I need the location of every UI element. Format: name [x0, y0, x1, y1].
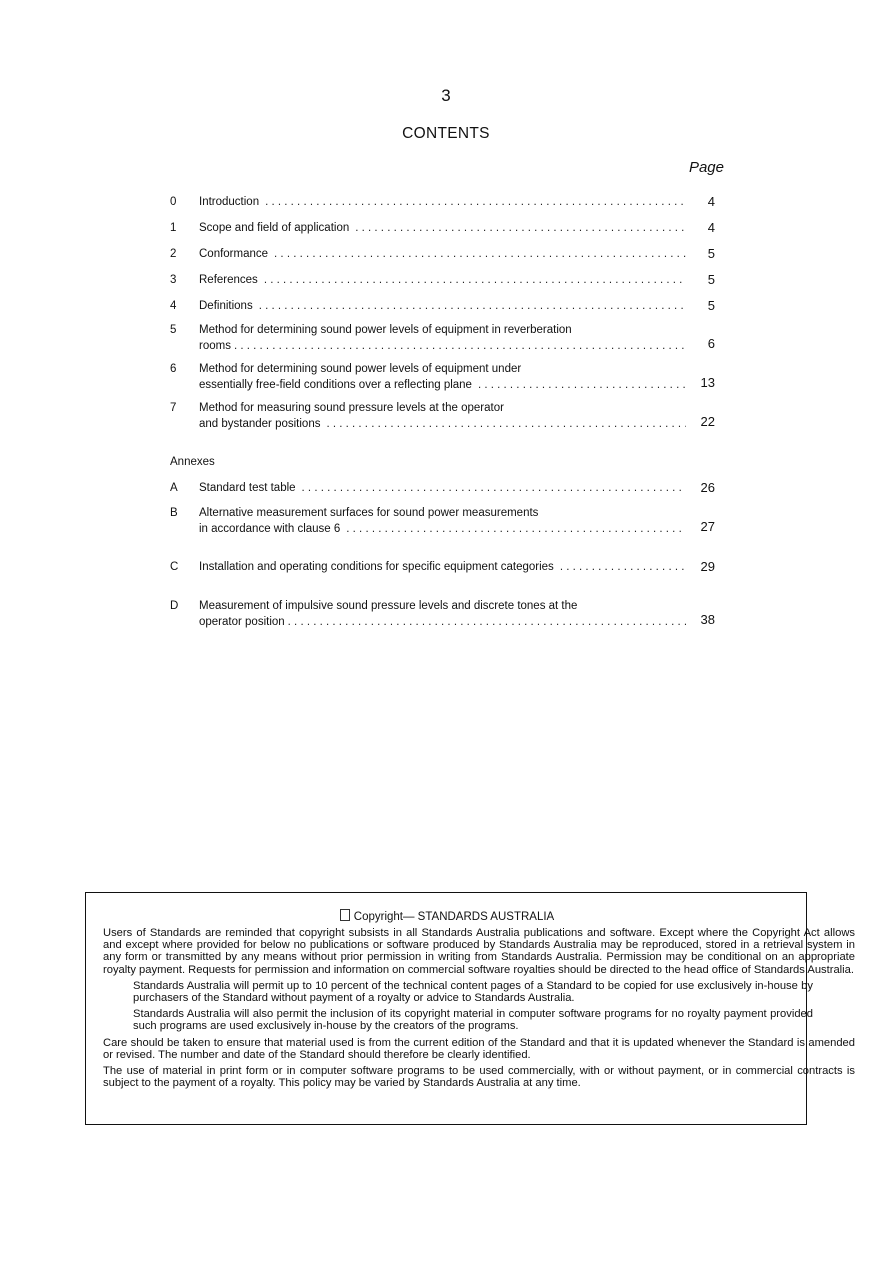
toc-entry-page: 5	[707, 272, 715, 287]
annex-entry-title-line: Alternative measurement surfaces for sound power measurements	[199, 507, 539, 519]
toc-entry-number: 5	[170, 324, 177, 336]
annexes-heading: Annexes	[170, 456, 215, 468]
toc-entry-title: Conformance	[199, 248, 269, 260]
annex-entry-page: 38	[700, 612, 715, 627]
toc-entry-title: Introduction	[199, 196, 260, 208]
toc-entry-title-line: and bystander positions	[199, 418, 321, 430]
toc-entry-title: References	[199, 274, 258, 286]
annex-entry-letter: B	[170, 507, 178, 519]
dot-leader	[355, 221, 686, 235]
copyright-notice-box	[85, 892, 855, 1125]
copyright-paragraph: Care should be taken to ensure that material used is from the current edition of the Standard and that it is updated whenever the Standard is amended or revised. The number and date of the Standard should therefore be clearly identified.	[103, 1036, 855, 1061]
annex-entry-title-line: in accordance with clause 6	[199, 523, 341, 535]
annex-entry[interactable]	[170, 560, 715, 576]
copyright-paragraph: Standards Australia will also permit the inclusion of its copyright material in computer software programs for no royalty payment provided such programs are used exclusively in-house by the creators of the programs.	[133, 1008, 813, 1033]
page-column-label: Page	[688, 159, 724, 176]
annex-entry-title-line: Measurement of impulsive sound pressure levels and discrete tones at the	[199, 600, 578, 612]
dot-leader	[259, 299, 686, 313]
copyright-paragraph: The use of material in print form or in computer software programs to be used commercially, with or without payment, or in commercial contracts is subject to the payment of a royalty. This policy may be varied by Standards Australia at any time.	[103, 1065, 855, 1090]
toc-entry-title: Scope and field of application	[199, 222, 350, 234]
dot-leader	[265, 195, 686, 209]
toc-entry-number: 4	[170, 300, 177, 312]
dot-leader	[326, 417, 686, 431]
dot-leader	[560, 560, 686, 574]
toc-entry-title-line: Method for determining sound power levels of equipment in reverberation	[199, 324, 572, 336]
dot-leader	[288, 615, 686, 629]
dot-leader	[234, 339, 686, 353]
annex-entry-page: 27	[700, 519, 715, 534]
toc-entry-number: 7	[170, 402, 177, 414]
toc-entry[interactable]	[170, 323, 715, 353]
annex-entry-title-line: operator position	[199, 616, 285, 628]
annex-entry[interactable]	[170, 506, 715, 536]
annex-entry-letter: D	[170, 600, 179, 612]
toc-entry-page: 4	[707, 220, 715, 235]
dot-leader	[346, 522, 686, 536]
annex-entry[interactable]	[170, 599, 715, 629]
copyright-text	[103, 927, 855, 1093]
toc-entry-number: 1	[170, 222, 177, 234]
toc-entry-number: 6	[170, 363, 177, 375]
copyright-title	[86, 909, 808, 923]
toc-entry-title-line: rooms	[199, 340, 231, 352]
toc-entry-number: 3	[170, 274, 177, 286]
toc-entry-title-line: Method for determining sound power levels of equipment under	[199, 363, 522, 375]
dot-leader	[274, 247, 686, 261]
toc-entry[interactable]	[170, 221, 715, 237]
copyright-paragraph: Users of Standards are reminded that copyright subsists in all Standards Australia publications and software. Except where the Copyright Act allows and except where provided for below no publications or software produced by Standards Australia may be reproduced, stored in a retrieval system in any form or transmitted by any means without prior permission in writing from Standards Australia. Permission may be conditional on an appropriate royalty payment. Requests for permission and information on commercial software royalties should be directed to the head office of Standards Australia.	[103, 927, 855, 976]
copyright-symbol-icon	[340, 909, 350, 921]
toc-entry[interactable]	[170, 401, 715, 431]
annex-entry[interactable]	[170, 481, 715, 497]
toc-entry-number: 0	[170, 196, 177, 208]
annex-entry-page: 26	[700, 480, 715, 495]
toc-entry-page: 22	[700, 414, 715, 429]
annex-entry-title: Standard test table	[199, 482, 296, 494]
annex-entry-letter: A	[170, 482, 178, 494]
toc-entry-number: 2	[170, 248, 177, 260]
annex-entry-title: Installation and operating conditions for specific equipment categories	[199, 561, 554, 573]
toc-entry[interactable]	[170, 195, 715, 211]
toc-entry[interactable]	[170, 247, 715, 263]
toc-entry-page: 6	[707, 336, 715, 351]
page-number: 3	[441, 86, 451, 105]
toc-entry-title-line: Method for measuring sound pressure levels at the operator	[199, 402, 504, 414]
annex-entry-letter: C	[170, 561, 179, 573]
toc-entry-page: 13	[700, 375, 715, 390]
copyright-title-text: Copyright— STANDARDS AUSTRALIA	[353, 911, 555, 923]
toc-entry-page: 4	[707, 194, 715, 209]
toc-entry-page: 5	[707, 246, 715, 261]
annex-entry-page: 29	[700, 559, 715, 574]
contents-title: CONTENTS	[402, 125, 490, 142]
toc-entry[interactable]	[170, 362, 715, 392]
toc-entry-page: 5	[707, 298, 715, 313]
dot-leader	[478, 378, 686, 392]
toc-entry-title: Definitions	[199, 300, 253, 312]
toc-entry-title-line: essentially free-field conditions over a reflecting plane	[199, 379, 472, 391]
dot-leader	[264, 273, 686, 287]
dot-leader	[302, 481, 686, 495]
copyright-paragraph: Standards Australia will permit up to 10 percent of the technical content pages of a Standard to be copied for use exclusively in-house by purchasers of the Standard without payment of a royalty or advice to Standards Australia.	[133, 979, 813, 1005]
toc-entry[interactable]	[170, 299, 715, 315]
toc-entry[interactable]	[170, 273, 715, 289]
